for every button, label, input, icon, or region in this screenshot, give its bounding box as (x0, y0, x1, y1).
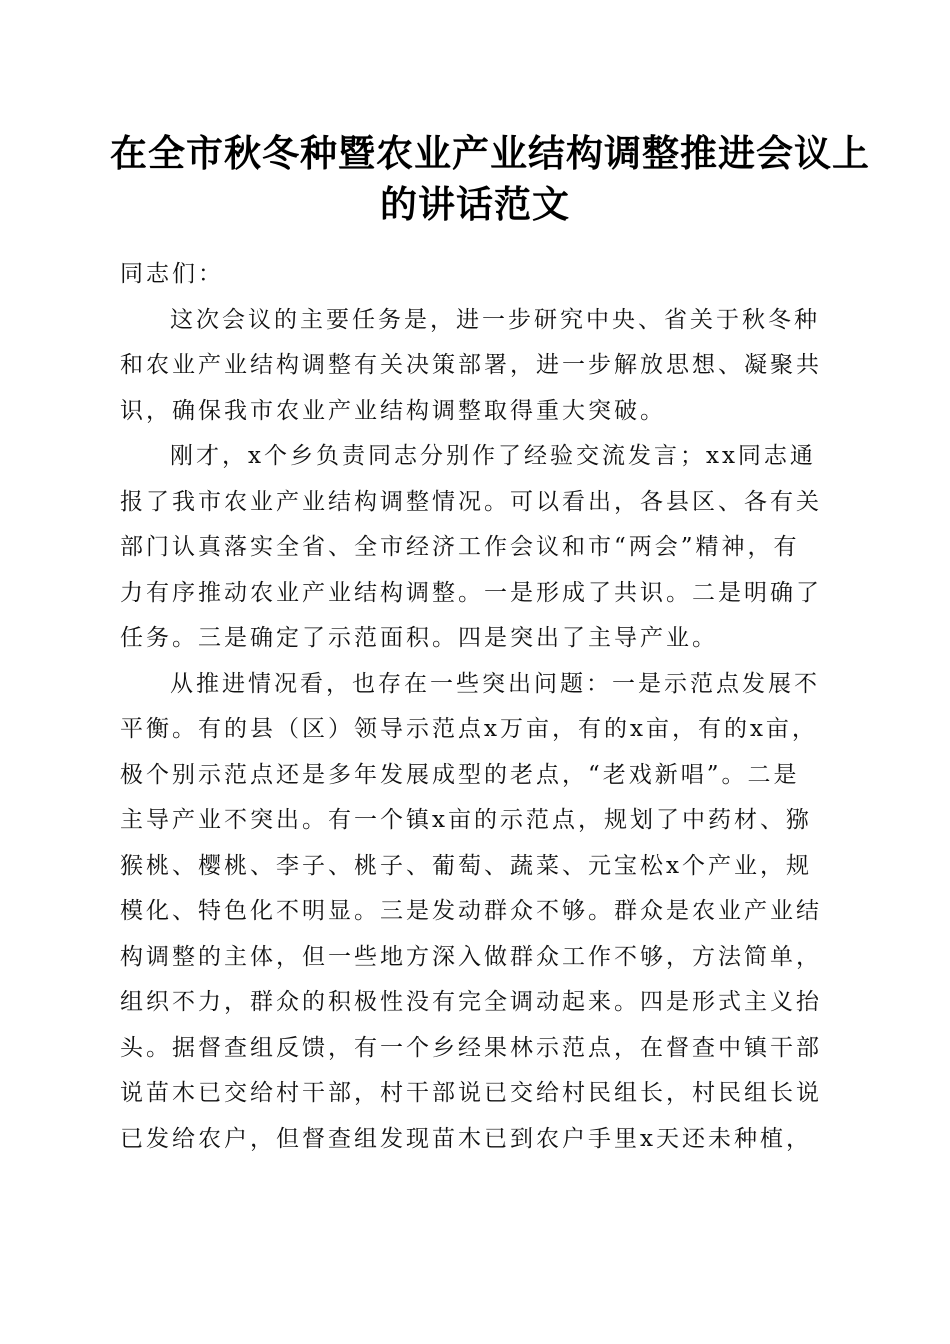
text-line: 这次会议的主要任务是，进一步研究中央、省关于秋冬种 (170, 306, 820, 333)
text-line: 报了我市农业产业结构调整情况。可以看出，各县区、各有关 (120, 488, 822, 515)
paragraph-3 (120, 662, 830, 1163)
text-line: 组织不力，群众的积极性没有完全调动起来。四是形式主义抬 (120, 989, 822, 1015)
text-line: 构调整的主体，但一些地方深入做群众工作不够，方法简单， (120, 943, 822, 970)
text-line: 猴桃、樱桃、李子、桃子、葡萄、蔬菜、元宝松x个产业，规 (120, 852, 812, 879)
text-line: 已发给农户，但督查组发现苗木已到农户手里x天还未种植， (120, 1125, 812, 1152)
text-line: 力有序推动农业产业结构调整。一是形成了共识。二是明确了 (120, 579, 822, 606)
paragraph-1 (120, 298, 830, 435)
text-line: 任务。三是确定了示范面积。四是突出了主导产业。 (120, 625, 718, 651)
title-line: 在全市秋冬种暨农业产业结构调整推进会议上 (110, 131, 870, 175)
text-line: 部门认真落实全省、全市经济工作会议和市“两会”精神，有 (120, 534, 800, 560)
text-line: 平衡。有的县（区）领导示范点x万亩，有的x亩，有的x亩， (120, 716, 818, 742)
text-line: 极个别示范点还是多年发展成型的老点，“老戏新唱”。二是 (120, 761, 800, 788)
title-line: 的讲话范文 (380, 182, 570, 226)
text-line: 说苗木已交给村干部，村干部说已交给村民组长，村民组长说 (120, 1080, 822, 1106)
text-line: 和农业产业结构调整有关决策部署，进一步解放思想、凝聚共 (120, 352, 822, 378)
text-line: 主导产业不突出。有一个镇x亩的示范点，规划了中药材、猕 (120, 807, 812, 833)
paragraph-2 (120, 434, 830, 662)
text-line: 头。据督查组反馈，有一个乡经果林示范点，在督查中镇干部 (120, 1034, 822, 1061)
salutation: 同志们： (120, 261, 224, 287)
text-line: 刚才，x个乡负责同志分别作了经验交流发言；xx同志通 (170, 443, 816, 469)
text-line: 模化、特色化不明显。三是发动群众不够。群众是农业产业结 (120, 898, 822, 924)
document-body (120, 252, 830, 1162)
text-line: 识，确保我市农业产业结构调整取得重大突破。 (120, 397, 666, 424)
text-line: 从推进情况看，也存在一些突出问题：一是示范点发展不 (170, 670, 820, 697)
document-title (110, 128, 870, 230)
